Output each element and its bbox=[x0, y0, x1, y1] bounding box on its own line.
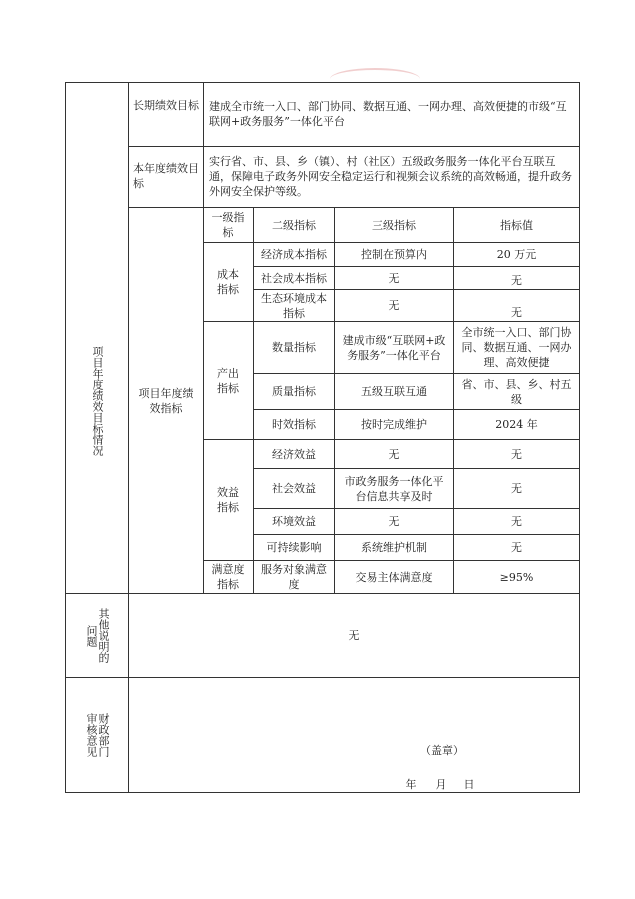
row-value: 20 万元 bbox=[496, 248, 537, 261]
row-value: 无 bbox=[511, 482, 522, 495]
other-label-a: 其他说明的 bbox=[97, 608, 110, 663]
row-value: 无 bbox=[511, 541, 522, 554]
date-day: 日 bbox=[463, 778, 475, 791]
group-cost: 成本指标 bbox=[217, 268, 239, 296]
stamp-mark bbox=[330, 68, 420, 90]
header-value: 指标值 bbox=[500, 218, 533, 232]
annual-label: 本年度绩效目标 bbox=[133, 162, 199, 190]
row-l3: 市政务服务一体化平台信息共享及时 bbox=[344, 474, 444, 503]
finance-label-b: 审核意见 bbox=[85, 713, 98, 757]
indicators-label: 项目年度绩效指标 bbox=[138, 386, 194, 415]
row-l3: 五级互联互通 bbox=[361, 385, 427, 398]
long-term-content: 建成全市统一入口、部门协同、数据互通、一网办理、高效便捷的市级“互联网+政务服务”一体化平台 bbox=[209, 100, 567, 128]
row-l3: 建成市级“互联网+政务服务”一体化平台 bbox=[342, 333, 446, 362]
row-value-cell bbox=[454, 322, 579, 373]
row-value: ≥95% bbox=[499, 570, 534, 584]
header-level1-cell bbox=[204, 208, 252, 242]
row-l2: 时效指标 bbox=[272, 418, 316, 431]
other-content: 无 bbox=[348, 629, 360, 642]
row-l3: 控制在预算内 bbox=[361, 248, 427, 261]
annual-content: 实行省、市、县、乡（镇）、村（社区）五级政务服务一体化平台互联互通，保障电子政务外网安全稳定运行和视频会议系统的高效畅通，提升政务外网安全保护等级。 bbox=[209, 155, 572, 198]
row-l2: 经济成本指标 bbox=[261, 248, 327, 261]
row-l2: 服务对象满意度 bbox=[261, 563, 327, 591]
row-l3: 系统维护机制 bbox=[361, 541, 427, 554]
rule bbox=[65, 82, 580, 83]
row-l2: 社会成本指标 bbox=[261, 271, 327, 285]
row-l2: 社会效益 bbox=[272, 482, 316, 495]
header-level2: 二级指标 bbox=[272, 218, 316, 232]
indicators-label-cell bbox=[130, 208, 202, 593]
group-output: 产出指标 bbox=[217, 366, 239, 395]
long-term-label: 长期绩效目标 bbox=[133, 99, 199, 112]
row-value: 无 bbox=[511, 447, 522, 461]
row-l2: 经济效益 bbox=[272, 447, 316, 461]
row-l2: 质量指标 bbox=[272, 385, 316, 398]
row-l2-cell bbox=[254, 561, 334, 593]
seal-text: （盖章） bbox=[420, 744, 464, 757]
date-month: 月 bbox=[435, 778, 447, 791]
group-output-cell bbox=[204, 322, 252, 439]
row-l2: 可持续影响 bbox=[266, 541, 322, 554]
row-l2: 环境效益 bbox=[272, 515, 316, 528]
row-value: 无 bbox=[511, 515, 522, 528]
row-l2-cell bbox=[254, 290, 334, 321]
group-satisfaction: 满意度指标 bbox=[211, 563, 245, 591]
row-value-cell bbox=[454, 374, 579, 409]
row-value: 2024 年 bbox=[495, 418, 538, 431]
row-l3: 按时完成维护 bbox=[361, 418, 427, 431]
row-l3: 无 bbox=[388, 271, 400, 285]
rule bbox=[128, 82, 129, 793]
rule bbox=[65, 677, 580, 678]
row-l3: 无 bbox=[388, 515, 400, 528]
date-year: 年 bbox=[405, 778, 417, 791]
group-benefit: 效益指标 bbox=[217, 486, 239, 514]
section-label-cell bbox=[66, 208, 128, 593]
group-benefit-cell bbox=[204, 440, 252, 560]
row-l3: 无 bbox=[388, 299, 400, 312]
row-l2: 数量指标 bbox=[272, 341, 316, 354]
row-l3: 无 bbox=[388, 447, 400, 461]
row-l3: 交易主体满意度 bbox=[355, 570, 433, 584]
row-value: 无 bbox=[511, 273, 522, 287]
row-value: 无 bbox=[511, 306, 522, 319]
row-value: 全市统一入口、部门协同、数据互通、一网办理、高效便捷 bbox=[461, 326, 572, 369]
header-level3: 三级指标 bbox=[372, 218, 416, 232]
header-level1: 一级指标 bbox=[211, 211, 245, 239]
rule bbox=[65, 792, 580, 793]
other-label-b: 问题 bbox=[85, 624, 98, 647]
row-l3-cell bbox=[335, 469, 453, 508]
row-l2: 生态环境成本指标 bbox=[261, 291, 327, 320]
row-value: 省、市、县、乡、村五级 bbox=[461, 377, 572, 406]
section-label: 项目年度绩效目标情况 bbox=[91, 345, 104, 456]
group-cost-cell bbox=[204, 243, 252, 321]
group-satisfaction-cell bbox=[204, 561, 252, 593]
other-label-cell bbox=[66, 594, 128, 677]
rule bbox=[579, 82, 580, 793]
row-l3-cell bbox=[335, 322, 453, 373]
rule bbox=[128, 146, 580, 147]
finance-label-a: 财政部门 bbox=[97, 713, 110, 757]
finance-label-cell bbox=[66, 678, 128, 792]
